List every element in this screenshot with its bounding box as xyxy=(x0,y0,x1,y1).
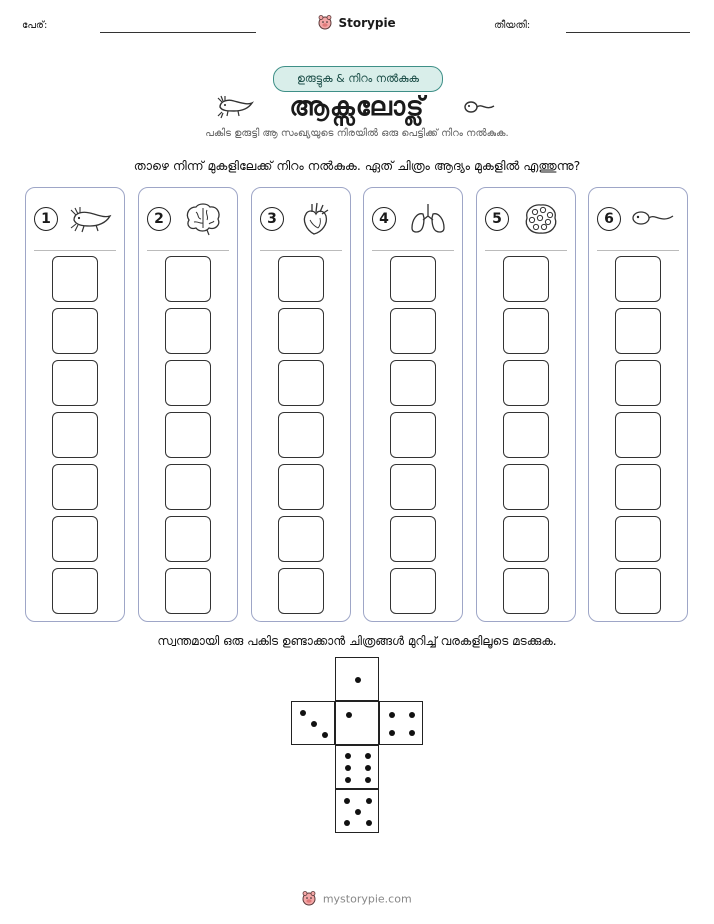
color-box[interactable] xyxy=(52,568,98,614)
column-divider xyxy=(597,250,679,251)
die-face-1 xyxy=(335,657,379,701)
column-number: 4 xyxy=(372,207,396,231)
color-box[interactable] xyxy=(390,516,436,562)
name-label: പേര്: xyxy=(22,20,48,31)
color-box[interactable] xyxy=(390,256,436,302)
brand-name: Storypie xyxy=(338,16,396,30)
die-face-5 xyxy=(335,789,379,833)
die-face-1b xyxy=(335,701,379,745)
column-4 xyxy=(363,187,463,622)
color-box[interactable] xyxy=(278,412,324,458)
color-box[interactable] xyxy=(503,308,549,354)
heart-icon xyxy=(292,200,340,238)
die-pip xyxy=(365,753,371,759)
lungs-icon xyxy=(404,200,452,238)
color-box[interactable] xyxy=(52,256,98,302)
die-pip xyxy=(345,753,351,759)
color-box[interactable] xyxy=(390,568,436,614)
color-box[interactable] xyxy=(52,360,98,406)
die-pip xyxy=(311,721,317,727)
column-3 xyxy=(251,187,351,622)
footer-url[interactable]: mystorypie.com xyxy=(322,892,412,906)
column-5 xyxy=(476,187,576,622)
color-box[interactable] xyxy=(165,464,211,510)
brain-icon xyxy=(179,200,227,238)
color-box[interactable] xyxy=(278,360,324,406)
die-pip xyxy=(344,820,350,826)
color-box[interactable] xyxy=(278,568,324,614)
eggs-icon xyxy=(517,200,565,238)
column-number: 5 xyxy=(485,207,509,231)
color-box[interactable] xyxy=(615,308,661,354)
column-number: 3 xyxy=(260,207,284,231)
date-line[interactable] xyxy=(566,32,690,33)
column-divider xyxy=(372,250,454,251)
color-box[interactable] xyxy=(615,412,661,458)
die-pip xyxy=(355,677,361,683)
color-box[interactable] xyxy=(165,568,211,614)
subtitle: പകിട ഉരുട്ടി ആ സംഖ്യയുടെ നിരയിൽ ഒരു പെട്ടിക്ക് നിറം നൽകുക. xyxy=(205,128,509,139)
color-box[interactable] xyxy=(390,308,436,354)
color-box[interactable] xyxy=(278,516,324,562)
footer xyxy=(0,890,714,909)
color-box[interactable] xyxy=(52,516,98,562)
pig-icon xyxy=(302,890,316,909)
tadpole-icon xyxy=(629,200,677,238)
color-box[interactable] xyxy=(278,256,324,302)
color-box[interactable] xyxy=(503,464,549,510)
die-pip xyxy=(365,765,371,771)
die-pip xyxy=(300,710,306,716)
die-pip xyxy=(366,798,372,804)
die-pip xyxy=(389,730,395,736)
column-1 xyxy=(25,187,125,622)
cut-instruction: സ്വന്തമായി ഒരു പകിട ഉണ്ടാക്കാൻ ചിത്രങ്ങൾ മുറിച്ച് വരകളിലൂടെ മടക്കുക. xyxy=(157,634,557,648)
column-divider xyxy=(147,250,229,251)
column-2 xyxy=(138,187,238,622)
die-pip xyxy=(409,730,415,736)
die-pip xyxy=(345,765,351,771)
die-face-6 xyxy=(335,745,379,789)
color-box[interactable] xyxy=(503,412,549,458)
color-box[interactable] xyxy=(52,308,98,354)
die-pip xyxy=(345,777,351,783)
color-box[interactable] xyxy=(165,360,211,406)
color-box[interactable] xyxy=(503,256,549,302)
color-box[interactable] xyxy=(615,464,661,510)
color-box[interactable] xyxy=(278,308,324,354)
color-box[interactable] xyxy=(615,516,661,562)
color-box[interactable] xyxy=(165,412,211,458)
color-box[interactable] xyxy=(503,360,549,406)
die-pip xyxy=(344,798,350,804)
date-label: തീയതി: xyxy=(494,20,531,31)
column-number: 1 xyxy=(34,207,58,231)
pig-icon xyxy=(318,14,332,33)
die-pip xyxy=(389,712,395,718)
die-pip xyxy=(355,809,361,815)
instruction-text: താഴെ നിന്ന് മുകളിലേക്ക് നിറം നൽകുക. ഏത് ചിത്രം ആദ്യം മുകളിൽ എത്തുന്നു? xyxy=(133,158,581,173)
column-divider xyxy=(34,250,116,251)
die-pip xyxy=(365,777,371,783)
color-box[interactable] xyxy=(390,360,436,406)
page-title: ആക്സലോട്ല് xyxy=(289,92,425,122)
color-box[interactable] xyxy=(503,568,549,614)
axolotl-icon xyxy=(66,200,114,238)
color-box[interactable] xyxy=(615,568,661,614)
color-box[interactable] xyxy=(278,464,324,510)
die-face-3 xyxy=(291,701,335,745)
color-box[interactable] xyxy=(52,464,98,510)
die-pip xyxy=(322,732,328,738)
die-pip xyxy=(346,712,352,718)
column-number: 2 xyxy=(147,207,171,231)
brand-logo xyxy=(0,14,714,33)
color-box[interactable] xyxy=(52,412,98,458)
color-box[interactable] xyxy=(503,516,549,562)
color-box[interactable] xyxy=(165,308,211,354)
die-face-4 xyxy=(379,701,423,745)
color-box[interactable] xyxy=(390,464,436,510)
color-box[interactable] xyxy=(165,516,211,562)
die-pip xyxy=(409,712,415,718)
color-box[interactable] xyxy=(390,412,436,458)
activity-badge: ഉരുട്ടുക & നിറം നൽകുക xyxy=(273,66,443,92)
column-divider xyxy=(260,250,342,251)
color-box[interactable] xyxy=(165,256,211,302)
tadpole-title-icon xyxy=(462,96,496,122)
color-box[interactable] xyxy=(615,360,661,406)
color-box[interactable] xyxy=(615,256,661,302)
column-number: 6 xyxy=(597,207,621,231)
die-pip xyxy=(366,820,372,826)
column-divider xyxy=(485,250,567,251)
column-6 xyxy=(588,187,688,622)
